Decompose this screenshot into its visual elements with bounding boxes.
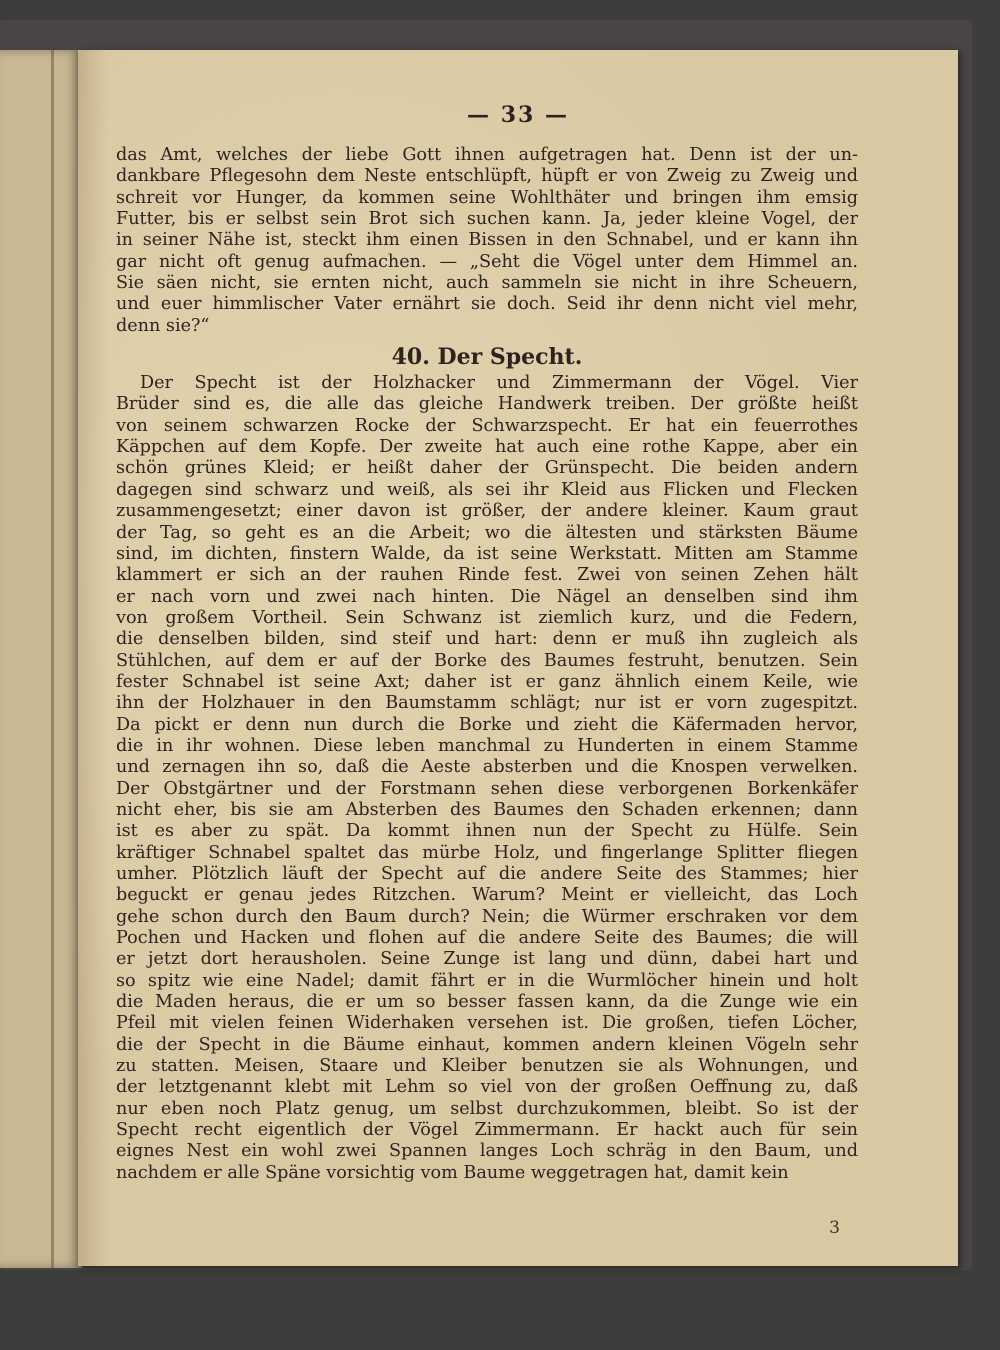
text-line: fester Schnabel ist seine Axt; daher ist er ganz ähnlich einem Keile, wie bbox=[116, 671, 858, 692]
text-line: von seinem schwarzen Rocke der Schwarzspecht. Er hat ein feuerrothes bbox=[116, 415, 858, 436]
text-line: die Maden heraus, die er um so besser fassen kann, da die Zunge wie ein bbox=[116, 992, 858, 1013]
text-line: Pochen und Hacken und flohen auf die andere Seite des Baumes; die will bbox=[116, 928, 858, 949]
text-line: der Tag, so geht es an die Arbeit; wo die ältesten und stärksten Bäume bbox=[116, 522, 858, 543]
text-line: der letztgenannt klebt mit Lehm so viel von der großen Oeffnung zu, daß bbox=[116, 1077, 858, 1098]
text-line: ist es aber zu spät. Da kommt ihnen nun der Specht zu Hülfe. Sein bbox=[116, 821, 858, 842]
book-page bbox=[78, 50, 958, 1266]
text-line: Der Specht ist der Holzhacker und Zimmermann der Vögel. Vier bbox=[140, 373, 858, 394]
text-line: denn sie?“ bbox=[116, 315, 210, 336]
text-line: zusammengesetzt; einer davon ist größer, der andere kleiner. Kaum graut bbox=[116, 501, 858, 522]
text-line: in seiner Nähe ist, steckt ihm einen Bissen in den Schnabel, und er kann ihn bbox=[116, 230, 858, 251]
left-page-edge bbox=[0, 50, 82, 1268]
text-line: Sie säen nicht, sie ernten nicht, auch sammeln sie nicht in ihre Scheuern, bbox=[116, 273, 858, 294]
text-line: umher. Plötzlich läuft der Specht auf die andere Seite des Stammes; hier bbox=[116, 864, 858, 884]
text-line: gar nicht oft genug aufmachen. — „Seht die Vögel unter dem Himmel an. bbox=[116, 251, 858, 272]
text-line: Da pickt er denn nun durch die Borke und zieht die Käfermaden hervor, bbox=[116, 714, 858, 735]
text-line: zu statten. Meisen, Staare und Kleiber benutzen sie als Wohnungen, und bbox=[116, 1056, 858, 1077]
text-line: klammert er sich an der rauhen Rinde fest. Zwei von seinen Zehen hält bbox=[116, 565, 858, 586]
text-line: sind, im dichten, finstern Walde, da ist seine Werkstatt. Mitten am Stamme bbox=[116, 543, 858, 564]
text-line: er jetzt dort herausholen. Seine Zunge ist lang und dünn, dabei hart und bbox=[116, 949, 858, 970]
text-line: und zernagen ihn so, daß die Aeste absterben und die Knospen verwelken. bbox=[116, 757, 858, 778]
paragraph-ending bbox=[116, 145, 858, 337]
text-line: dankbare Pflegesohn dem Neste entschlüpft, hüpft er von Zweig zu Zweig und bbox=[116, 166, 858, 187]
text-line: Pfeil mit vielen feinen Widerhaken versehen ist. Die großen, tiefen Löcher, bbox=[116, 1013, 858, 1034]
paragraph-specht bbox=[116, 373, 858, 1184]
text-line: Brüder sind es, die alle das gleiche Handwerk treiben. Der größte heißt bbox=[116, 394, 858, 415]
text-line: nicht eher, bis sie am Absterben des Baumes den Schaden erkennen; dann bbox=[116, 799, 858, 820]
text-line: dagegen sind schwarz und weiß, als sei ihr Kleid aus Flicken und Flecken bbox=[116, 479, 858, 500]
text-line: Der Obstgärtner und der Forstmann sehen diese verborgenen Borkenkäfer bbox=[116, 778, 858, 799]
text-line: die der Specht in die Bäume einhaut, kommen andern kleinen Vögeln sehr bbox=[116, 1034, 858, 1055]
text-line: Käppchen auf dem Kopfe. Der zweite hat auch eine rothe Kappe, aber ein bbox=[116, 437, 858, 458]
section-heading: 40. Der Specht. bbox=[391, 344, 583, 371]
text-line: ihn der Holzhauer in den Baumstamm schlägt; nur ist er vorn zugespitzt. bbox=[116, 693, 858, 714]
text-line: er nach vorn und zwei nach hinten. Die Nägel an denselben sind ihm bbox=[116, 586, 858, 607]
text-line: von großem Vortheil. Sein Schwanz ist ziemlich kurz, und die Federn, bbox=[116, 607, 858, 628]
text-line: Stühlchen, auf dem er auf der Borke des Baumes festruht, benutzen. Sein bbox=[116, 650, 858, 671]
text-line: die in ihr wohnen. Diese leben manchmal zu Hunderten in einem Stamme bbox=[116, 735, 858, 756]
text-line: nur eben noch Platz genug, um selbst durchzukommen, bleibt. So ist der bbox=[116, 1098, 858, 1119]
text-line: und euer himmlischer Vater ernährt sie doch. Seid ihr denn nicht viel mehr, bbox=[116, 294, 858, 315]
signature-mark: 3 bbox=[829, 1218, 840, 1238]
text-line: schön grünes Kleid; er heißt daher der Grünspecht. Die beiden andern bbox=[116, 458, 858, 479]
text-line: kräftiger Schnabel spaltet das mürbe Holz, und fingerlange Splitter fliegen bbox=[116, 842, 858, 863]
text-line: Futter, bis er selbst sein Brot sich suchen kann. Ja, jeder kleine Vogel, der bbox=[116, 209, 858, 230]
text-line: eignes Nest ein wohl zwei Spannen langes Loch schräg in den Baum, und bbox=[116, 1141, 858, 1162]
text-line: das Amt, welches der liebe Gott ihnen aufgetragen hat. Denn ist der un- bbox=[116, 145, 858, 165]
page-text bbox=[116, 145, 858, 1184]
text-line: so spitz wie eine Nadel; damit fährt er in die Wurmlöcher hinein und holt bbox=[116, 970, 858, 991]
text-line: nachdem er alle Späne vorsichtig vom Baume weggetragen hat, damit kein bbox=[116, 1162, 789, 1183]
text-line: gehe schon durch den Baum durch? Nein; die Würmer erschraken vor dem bbox=[116, 906, 858, 927]
text-line: beguckt er genau jedes Ritzchen. Warum? Meint er vielleicht, das Loch bbox=[116, 885, 858, 906]
text-line: Specht recht eigentlich der Vögel Zimmermann. Er hackt auch für sein bbox=[116, 1120, 858, 1141]
page-number: — 33 — bbox=[467, 102, 569, 128]
text-line: schreit vor Hunger, da kommen seine Wohlthäter und bringen ihm emsig bbox=[116, 187, 858, 208]
text-line: die denselben bilden, sind steif und hart: denn er muß ihn zugleich als bbox=[116, 629, 858, 650]
